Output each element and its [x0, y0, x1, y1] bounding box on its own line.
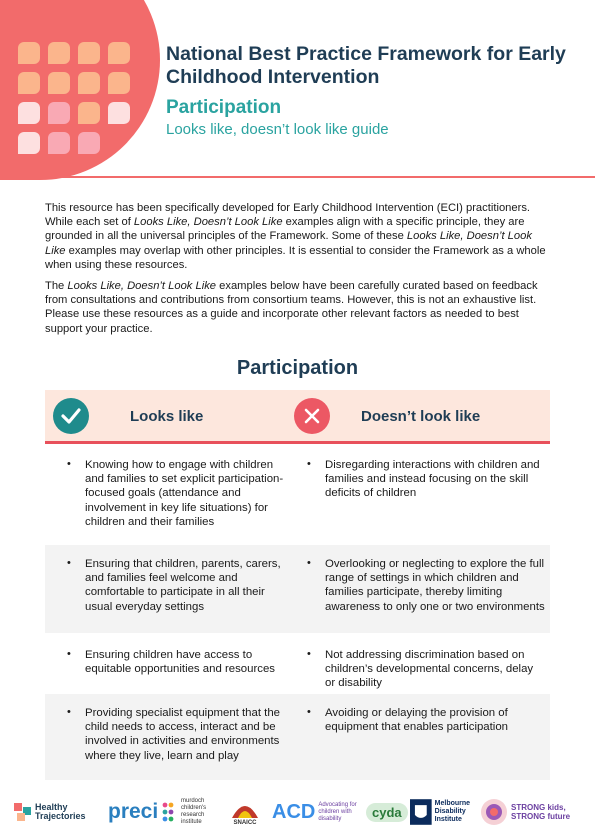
doesnt-look-like-heading: Doesn’t look like	[361, 408, 481, 425]
table-row	[45, 636, 550, 691]
cyda-logo	[366, 792, 408, 832]
decoration-tile	[78, 72, 100, 94]
document-subtitle: Participation	[166, 97, 282, 118]
doesnt-look-like-item: Avoiding or delaying the provision of equipment that enables participation	[325, 707, 509, 734]
looks-like-item: Ensuring children have access to equitable opportunities and resources	[85, 649, 275, 676]
doesnt-look-like-item: Overlooking or neglecting to explore the full range of settings in which children and families participate, thereby limiting awareness to only one or two environments	[325, 558, 545, 613]
preci-logo	[108, 792, 158, 832]
doesnt-look-like-item: Not addressing discrimination based on children’s developmental concerns, delay or disability	[325, 649, 534, 690]
check-icon	[53, 398, 89, 434]
logo-text: Advocating for children with disability	[318, 801, 357, 822]
comparison-rule	[45, 441, 550, 444]
logo-text: ACD	[272, 800, 316, 823]
looks-like-item: Ensuring that children, parents, carers, and families feel welcome and comfortable to participate in all their usual everyday settings	[85, 558, 281, 613]
logo-text: preci	[108, 800, 159, 823]
logo-text: cyda	[366, 803, 408, 822]
logo-text: murdoch children's research institute	[181, 798, 207, 825]
intro-paragraph-1	[45, 201, 550, 272]
decoration-tile	[48, 132, 70, 154]
strong-kids-logo	[480, 792, 590, 832]
intro-text-run: examples align with a specific principle, they are grounded in all the universal principles of the Framework. Some of these	[45, 216, 525, 243]
logo-text: SNAICC	[233, 820, 257, 826]
decoration-tile	[18, 42, 40, 64]
decoration-tile	[78, 102, 100, 124]
intro-text	[45, 201, 550, 343]
decoration-tile	[108, 42, 130, 64]
decoration-tile	[48, 102, 70, 124]
decoration-tile	[18, 72, 40, 94]
intro-text-run: examples may overlap with other principles. It is essential to consider the Framework as a whole when using these resources.	[45, 244, 546, 271]
looks-like-item: Providing specialist equipment that the child needs to access, interact and be involved in activities and environments where they live, learn and play	[85, 707, 281, 762]
decoration-tile	[108, 102, 130, 124]
intro-emphasis: Looks Like, Doesn’t Look Like	[133, 216, 283, 229]
logo-text: STRONG kids, STRONG future	[511, 803, 571, 821]
bullet: •	[67, 458, 71, 470]
document-title: National Best Practice Framework for Early Childhood Intervention	[166, 43, 566, 88]
acd-logo	[272, 792, 362, 832]
header-rule	[0, 176, 595, 178]
bullet: •	[307, 557, 311, 569]
healthy-trajectories-logo	[14, 792, 106, 832]
comparison-header	[45, 390, 550, 442]
intro-text-run: This resource has been specifically developed for Early Childhood Intervention (ECI) practitioners. While each set of	[45, 202, 531, 229]
doesnt-look-like-item: Disregarding interactions with children and families and instead focusing on the skill deficits of children	[325, 459, 540, 500]
logo-text: Melbourne Disability Institute	[434, 800, 471, 823]
intro-text-run: The	[45, 280, 68, 293]
table-row	[45, 545, 550, 633]
table-row	[45, 446, 550, 542]
table-row	[45, 694, 550, 780]
intro-paragraph-2	[45, 279, 550, 336]
decoration-tile	[78, 132, 100, 154]
logo-text: Healthy Trajectories	[35, 802, 86, 821]
bullet: •	[307, 648, 311, 660]
snaicc-logo	[222, 792, 268, 832]
melbourne-disability-institute-logo	[410, 792, 476, 832]
decoration-tile	[48, 42, 70, 64]
murdoch-logo	[162, 792, 220, 832]
bullet: •	[307, 458, 311, 470]
page-header	[0, 0, 595, 178]
bullet: •	[307, 706, 311, 718]
decoration-tile	[48, 72, 70, 94]
cross-icon	[294, 398, 330, 434]
bullet: •	[67, 648, 71, 660]
decoration-tile	[108, 72, 130, 94]
bullet: •	[67, 557, 71, 569]
document-tagline: Looks like, doesn’t look like guide	[166, 121, 389, 138]
intro-text-run: examples below have been carefully curated based on feedback from consultations and contributions from consortium teams. However, this is not an exhaustive list. Please use these resources as a guide and incorporate other relevant factors as needed to best support your practice.	[45, 280, 538, 335]
decoration-tile	[18, 132, 40, 154]
intro-emphasis: Looks Like, Doesn’t Look Like	[45, 230, 532, 257]
header-decoration	[0, 0, 160, 180]
partner-logos	[0, 792, 595, 832]
bullet: •	[67, 706, 71, 718]
intro-emphasis: Looks Like, Doesn’t Look Like	[67, 280, 217, 293]
section-heading: Participation	[236, 357, 359, 379]
looks-like-item: Knowing how to engage with children and families to set explicit participation-focused goals (attendance and involvement in key life situations) for children and their families	[85, 459, 284, 528]
looks-like-heading: Looks like	[130, 408, 204, 425]
decoration-tile	[78, 42, 100, 64]
decoration-tile	[18, 102, 40, 124]
